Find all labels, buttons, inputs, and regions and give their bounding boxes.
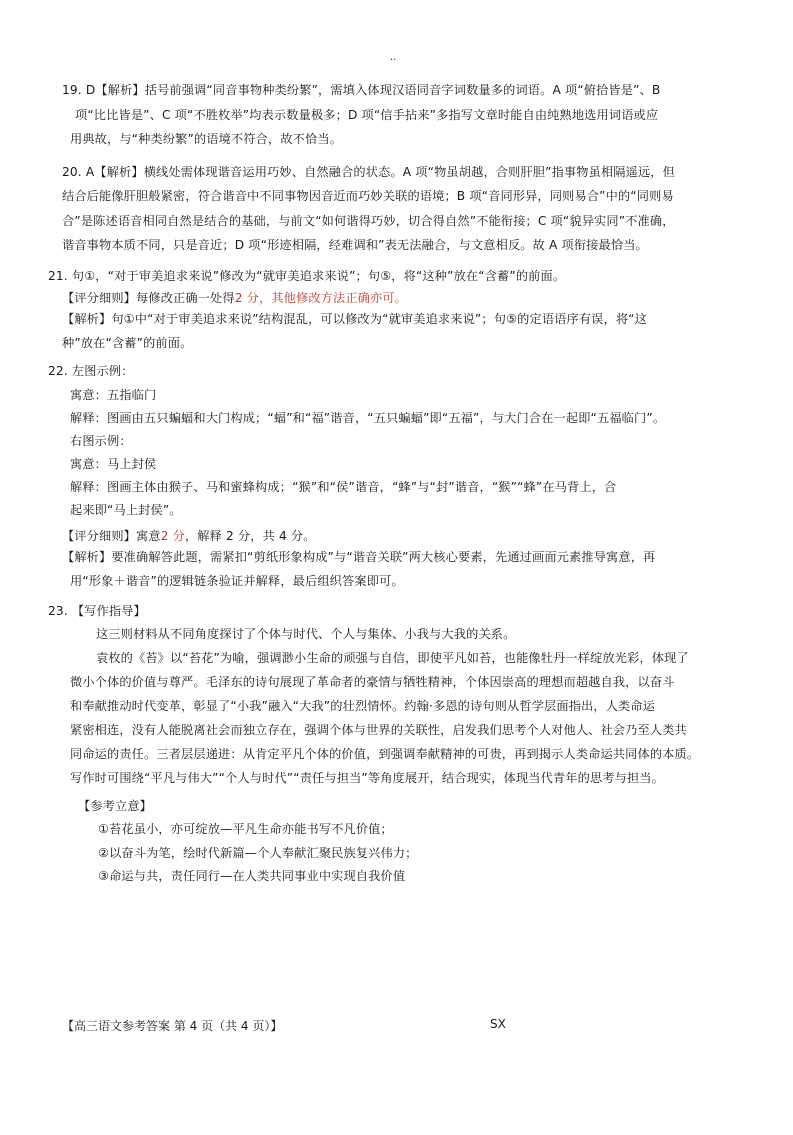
q23-reference-heading: 【参考立意】: [78, 799, 153, 813]
q22-rubric-pre: 【评分细则】寓意: [62, 529, 161, 543]
footer-code: SX: [490, 1017, 506, 1031]
q20-line-3: 合”是陈述语音相同自然是结合的基础，与前文“如何谐得巧妙，切合得自然”不能衔接；C 项“貌异实同”不准确，: [62, 214, 675, 228]
q22-explain-1: 解释：图画由五只蝙蝠和大门构成；“蝠”和“福”谐音，“五只蝙蝠”即“五福”，与大门合在一起即“五福临门”。: [70, 411, 666, 425]
q19-line-1: 19. D【解析】括号前强调“同音事物种类纷繁”，需填入体现汉语同音字词数量多的词语。A 项“俯拾皆是”、B: [62, 83, 661, 97]
q23-reference-1: ①苔花虽小，亦可绽放—平凡生命亦能书写不凡价值；: [98, 822, 393, 836]
q23-para-2e: 同命运的责任。三者层层递进：从肯定平凡个体的价值，到强调奉献精神的可贵，再到揭示人类命运共同体的本质。: [70, 747, 700, 761]
q23-reference-2: ②以奋斗为笔，绘时代新篇—个人奉献汇聚民族复兴伟力；: [98, 846, 418, 860]
q22-heading: 22. 左图示例：: [48, 364, 134, 378]
q19-line-3: 用典故，与“种类纷繁”的语境不符合，故不恰当。: [70, 132, 343, 146]
q22-explain-2a: 解释：图画主体由猴子、马和蜜蜂构成；“猴”和“侯”谐音，“蜂”与“封”谐音，“猴”“蜂”在马背上，合: [70, 480, 617, 494]
q23-reference-3: ③命运与共，责任同行—在人类共同事业中实现自我价值: [98, 869, 406, 883]
q23-para-2f: 写作时可围绕“平凡与伟大”“个人与时代”“责任与担当”等角度展开，结合现实，体现当代青年的思考与担当。: [70, 771, 664, 785]
q22-heading-2: 右图示例：: [70, 434, 132, 448]
q21-line-1: 21. 句①，“对于审美追求来说”修改为“就审美追求来说”；句⑤，将“这种”放在“含蓄”的前面。: [48, 269, 566, 283]
q21-rubric-label: 【评分细则】每修改正确一处得: [62, 291, 235, 305]
q21-rubric: [62, 290, 407, 306]
q21-analysis-1: 【解析】句①中“对于审美追求来说”结构混乱，可以修改为“就审美追求来说”；句⑤的定语语序有误，将“这: [62, 312, 647, 326]
q22-rubric-post: ，解释 2 分，共 4 分。: [184, 529, 316, 543]
q22-rubric: [62, 528, 316, 544]
q23-para-2d: 紧密相连，没有人能脱离社会而独立存在，强调个体与世界的关联性，启发我们思考个人对他人、社会乃至人类共: [70, 723, 687, 737]
q23-heading: 23. 【写作指导】: [48, 604, 146, 618]
q19-line-2: 项“比比皆是”、C 项“不胜枚举”均表示数量极多；D 项“信手拈来”多指写文章时能自由纯熟地选用词语或应: [75, 108, 659, 122]
q23-para-2b: 微小个体的价值与尊严。毛泽东的诗句展现了革命者的豪情与牺牲精神，个体因崇高的理想而超越自我，以奋斗: [70, 675, 675, 689]
footer-page-info: 【高三语文参考答案 第 4 页（共 4 页）】: [62, 1019, 283, 1033]
q20-line-4: 谐音事物本质不同，只是音近；D 项“形迹相隔，经难调和”表无法融合，与文意相反。故 A 项衔接最恰当。: [62, 238, 648, 252]
top-mark: ..: [390, 52, 397, 63]
q20-line-2: 结合后能像肝胆般紧密，符合谐音中不同事物因音近而巧妙关联的语境；B 项“音同形异，同则易合”中的“同则易: [62, 189, 674, 203]
q22-meaning-1: 寓意：五指临门: [70, 388, 157, 402]
q22-meaning-2: 寓意：马上封侯: [70, 457, 157, 471]
q21-analysis-2: 种”放在“含蓄”的前面。: [62, 336, 193, 350]
q20-line-1: 20. A【解析】横线处需体现谐音运用巧妙、自然融合的状态。A 项“物虽胡越，合则肝胆”指事物虽相隔遥远，但: [62, 165, 675, 179]
q23-para-1: 这三则材料从不同角度探讨了个体与时代、个人与集体、小我与大我的关系。: [96, 627, 516, 641]
q22-analysis-2: 用“形象＋谐音”的逻辑链条验证并解释，最后组织答案即可。: [70, 574, 404, 588]
q21-rubric-red: 2 分，其他修改方法正确亦可。: [234, 291, 408, 305]
q22-explain-2b: 起来即“马上封侯”。: [70, 503, 182, 517]
q23-para-2a: 袁枚的《苔》以“苔花”为喻，强调渺小生命的顽强与自信，即使平凡如苔，也能像牡丹一样绽放光彩，体现了: [96, 651, 689, 665]
q23-para-2c: 和奉献推动时代变革，彰显了“小我”融入“大我”的壮烈情怀。约翰·多恩的诗句则从哲学层面指出，人类命运: [70, 699, 656, 713]
q22-rubric-red: 2 分: [160, 529, 185, 543]
q22-analysis-1: 【解析】要准确解答此题，需紧扣“剪纸形象构成”与“谐音关联”两大核心要素，先通过画面元素推导寓意，再: [62, 550, 656, 564]
